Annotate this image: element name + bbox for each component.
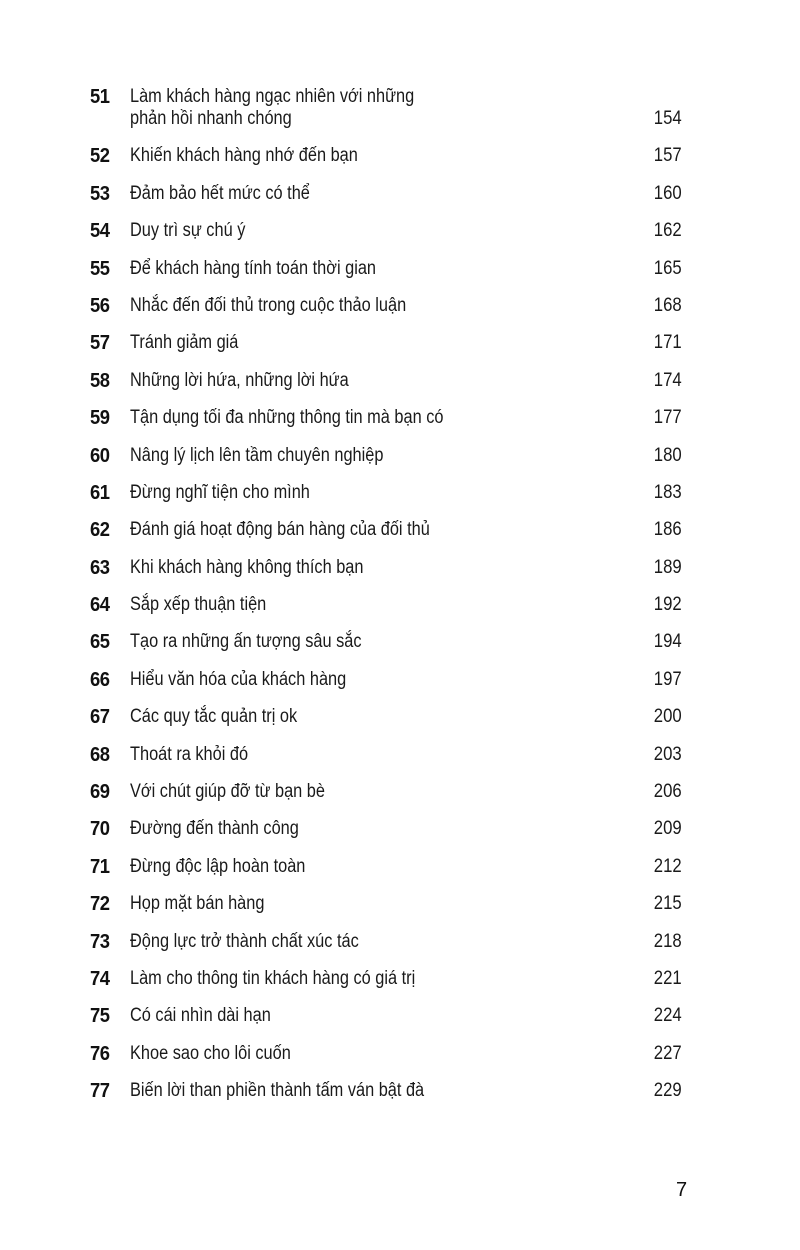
table-of-contents: [90, 86, 682, 1102]
chapter-number: 70: [90, 818, 110, 841]
chapter-number: 63: [90, 556, 110, 579]
toc-entry: [90, 482, 682, 504]
chapter-number: 67: [90, 706, 110, 729]
toc-entry: [90, 893, 682, 915]
toc-entry: [90, 631, 682, 653]
chapter-title: [130, 258, 605, 280]
chapter-page-number: 180: [654, 444, 682, 466]
toc-entry: [90, 407, 682, 429]
chapter-title: [130, 781, 605, 803]
chapter-title: [130, 818, 605, 840]
toc-entry: [90, 706, 682, 728]
chapter-title-line: Đừng nghĩ tiện cho mình: [130, 481, 310, 503]
chapter-page-number: 218: [654, 930, 682, 952]
chapter-page-number: 209: [654, 818, 682, 840]
chapter-title: [130, 183, 605, 205]
chapter-number: 73: [90, 930, 110, 953]
chapter-title-line: Biến lời than phiền thành tấm ván bật đà: [130, 1080, 425, 1102]
chapter-page-number: 215: [654, 893, 682, 915]
chapter-number: 57: [90, 332, 110, 355]
chapter-title: [130, 968, 605, 990]
chapter-title: [130, 744, 605, 766]
chapter-number: 66: [90, 668, 110, 691]
chapter-title: [130, 594, 605, 616]
chapter-title: [130, 856, 605, 878]
toc-entry: [90, 594, 682, 616]
chapter-number: 62: [90, 519, 110, 542]
chapter-page-number: 197: [654, 668, 682, 690]
chapter-page-number: 221: [654, 967, 682, 989]
chapter-title-line: Với chút giúp đỡ từ bạn bè: [130, 781, 325, 803]
chapter-number: 72: [90, 893, 110, 916]
chapter-title: [130, 220, 605, 242]
chapter-title: [130, 1005, 605, 1027]
chapter-page-number: 229: [654, 1080, 682, 1102]
chapter-title: [130, 669, 605, 691]
chapter-title-line: Khiến khách hàng nhớ đến bạn: [130, 145, 358, 167]
chapter-page-number: 194: [654, 631, 682, 653]
chapter-page-number: 183: [654, 481, 682, 503]
chapter-title: [130, 706, 605, 728]
chapter-number: 60: [90, 444, 110, 467]
chapter-title-line: Đường đến thành công: [130, 818, 299, 840]
chapter-title-line: Động lực trở thành chất xúc tác: [130, 930, 359, 952]
toc-entry: [90, 220, 682, 242]
chapter-number: 77: [90, 1080, 110, 1103]
chapter-title-line: Khoe sao cho lôi cuốn: [130, 1042, 291, 1064]
chapter-title: [130, 557, 605, 579]
chapter-title-line: Làm cho thông tin khách hàng có giá trị: [130, 967, 416, 989]
toc-entry: [90, 295, 682, 317]
chapter-number: 61: [90, 481, 110, 504]
chapter-title: [130, 893, 605, 915]
chapter-title-line: Tránh giảm giá: [130, 332, 239, 354]
chapter-page-number: 168: [654, 294, 682, 316]
chapter-title-line: Hiểu văn hóa của khách hàng: [130, 668, 347, 690]
toc-entry: [90, 445, 682, 467]
chapter-title: [130, 445, 605, 467]
chapter-title-line: Tạo ra những ấn tượng sâu sắc: [130, 631, 362, 653]
chapter-title: [130, 482, 605, 504]
chapter-page-number: 192: [654, 594, 682, 616]
chapter-title: [130, 145, 605, 167]
toc-entry: [90, 669, 682, 691]
toc-entry: [90, 781, 682, 803]
chapter-number: 59: [90, 407, 110, 430]
chapter-page-number: 160: [654, 182, 682, 204]
toc-entry: [90, 744, 682, 766]
chapter-title: [130, 332, 605, 354]
chapter-number: 76: [90, 1042, 110, 1065]
chapter-title-line: Làm khách hàng ngạc nhiên với những: [130, 86, 415, 107]
chapter-number: 74: [90, 967, 110, 990]
chapter-number: 53: [90, 182, 110, 205]
toc-entry: [90, 145, 682, 167]
toc-entry: [90, 1043, 682, 1065]
chapter-number: 51: [90, 86, 110, 108]
chapter-title: [130, 407, 605, 429]
chapter-number: 54: [90, 220, 110, 243]
chapter-title: [130, 1080, 605, 1102]
chapter-page-number: 203: [654, 743, 682, 765]
chapter-number: 64: [90, 594, 110, 617]
chapter-number: 65: [90, 631, 110, 654]
chapter-page-number: 171: [654, 332, 682, 354]
chapter-title-line: Nâng lý lịch lên tầm chuyên nghiệp: [130, 444, 384, 466]
chapter-title-line: Thoát ra khỏi đó: [130, 743, 249, 765]
chapter-page-number: 227: [654, 1042, 682, 1064]
chapter-title-line: Nhắc đến đối thủ trong cuộc thảo luận: [130, 294, 407, 316]
chapter-title-line: Các quy tắc quản trị ok: [130, 706, 298, 728]
chapter-number: 55: [90, 257, 110, 280]
toc-entry: [90, 1080, 682, 1102]
chapter-number: 52: [90, 145, 110, 168]
chapter-title-line: Có cái nhìn dài hạn: [130, 1005, 271, 1027]
toc-entry: [90, 1005, 682, 1027]
chapter-title-line: Đánh giá hoạt động bán hàng của đối thủ: [130, 519, 430, 541]
chapter-title: [130, 931, 605, 953]
chapter-page-number: 177: [654, 407, 682, 429]
chapter-title: [130, 295, 605, 317]
chapter-title-line: Duy trì sự chú ý: [130, 220, 246, 242]
chapter-title-line: phản hồi nhanh chóng: [130, 108, 292, 129]
toc-entry: [90, 818, 682, 840]
toc-entry: [90, 519, 682, 541]
toc-entry: [90, 86, 682, 130]
chapter-page-number: 206: [654, 781, 682, 803]
toc-entry: [90, 332, 682, 354]
chapter-page-number: 224: [654, 1005, 682, 1027]
chapter-title-line: Họp mặt bán hàng: [130, 893, 265, 915]
chapter-page-number: 162: [654, 220, 682, 242]
chapter-page-number: 157: [654, 145, 682, 167]
chapter-title-line: Đảm bảo hết mức có thể: [130, 182, 310, 204]
page-number: 7: [676, 1179, 688, 1201]
chapter-page-number: 165: [654, 257, 682, 279]
chapter-title-line: Sắp xếp thuận tiện: [130, 594, 267, 616]
chapter-title-line: Khi khách hàng không thích bạn: [130, 556, 364, 578]
chapter-page-number: 154: [654, 108, 682, 129]
chapter-title-line: Tận dụng tối đa những thông tin mà bạn có: [130, 407, 444, 429]
toc-entry: [90, 968, 682, 990]
chapter-title-line: Đừng độc lập hoàn toàn: [130, 855, 306, 877]
chapter-page-number: 186: [654, 519, 682, 541]
chapter-page-number: 212: [654, 855, 682, 877]
chapter-number: 56: [90, 294, 110, 317]
toc-entry: [90, 258, 682, 280]
toc-entry: [90, 370, 682, 392]
chapter-title-line: Để khách hàng tính toán thời gian: [130, 257, 377, 279]
chapter-page-number: 174: [654, 369, 682, 391]
chapter-title: [130, 1043, 605, 1065]
chapter-number: 68: [90, 743, 110, 766]
chapter-page-number: 200: [654, 706, 682, 728]
toc-entry: [90, 183, 682, 205]
chapter-title: [130, 370, 605, 392]
chapter-number: 71: [90, 855, 110, 878]
chapter-number: 75: [90, 1005, 110, 1028]
chapter-title-line: Những lời hứa, những lời hứa: [130, 369, 349, 391]
toc-entry: [90, 931, 682, 953]
toc-entry: [90, 856, 682, 878]
chapter-title: [130, 631, 605, 653]
chapter-title: [130, 86, 605, 130]
chapter-number: 69: [90, 781, 110, 804]
chapter-title: [130, 519, 605, 541]
chapter-number: 58: [90, 369, 110, 392]
toc-entry: [90, 557, 682, 579]
chapter-page-number: 189: [654, 556, 682, 578]
